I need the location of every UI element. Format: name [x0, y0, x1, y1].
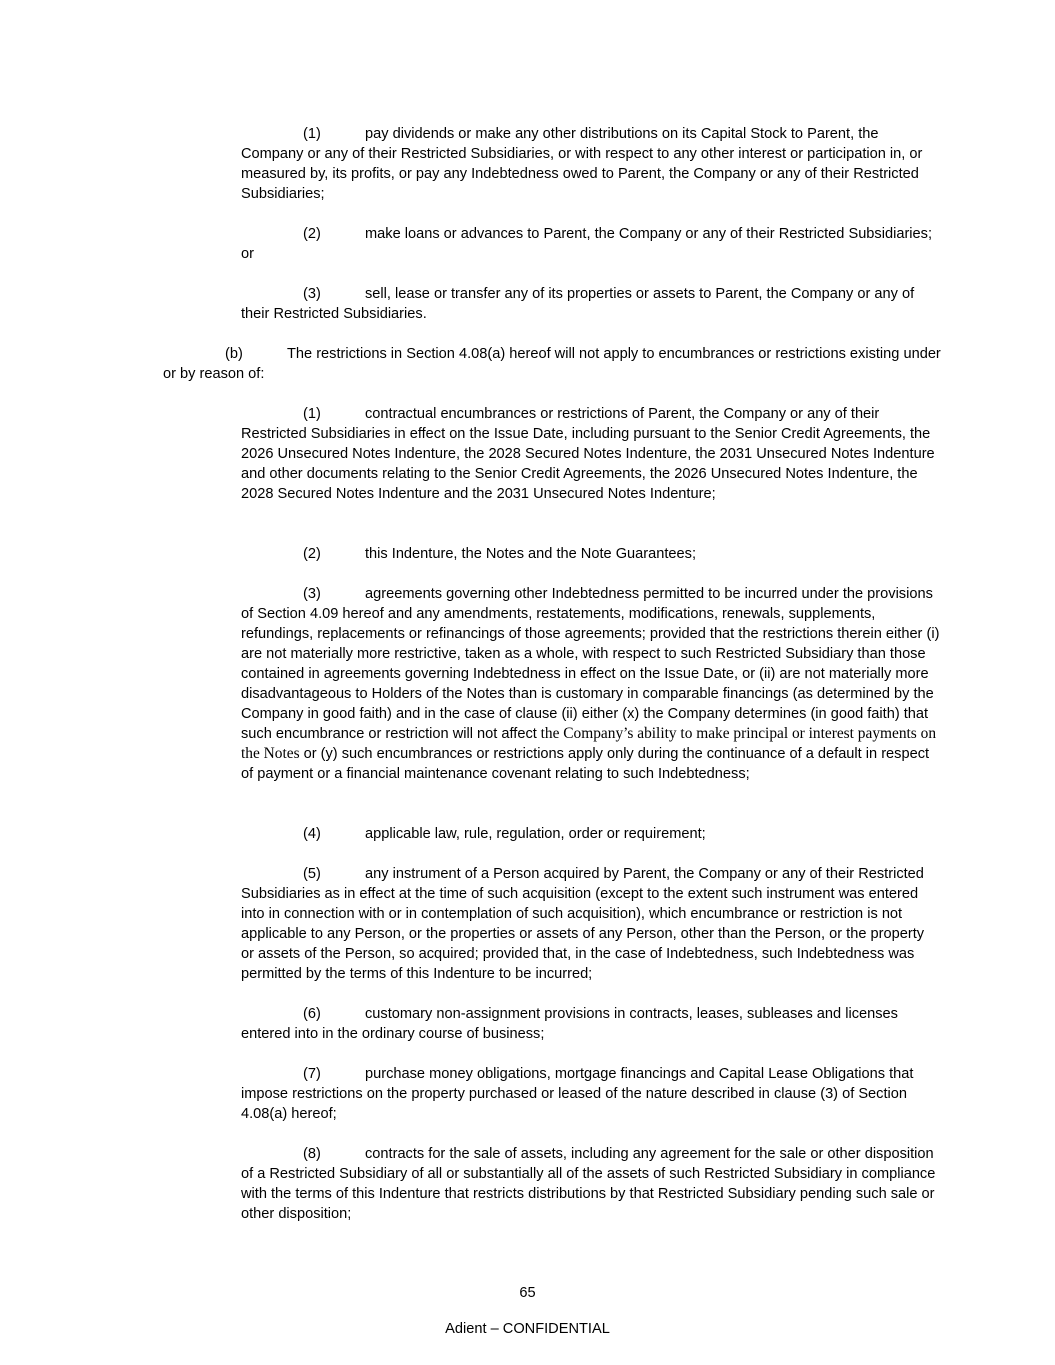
clause-b1: [241, 404, 941, 504]
clause-text: applicable law, rule, regulation, order or requirement;: [365, 826, 706, 842]
clause-number: (2): [303, 546, 321, 562]
clause-b8: [241, 1144, 941, 1224]
clause-number: (3): [303, 586, 321, 602]
clause-a2: [241, 224, 941, 264]
clause-b7: [241, 1064, 941, 1124]
section-b: [163, 344, 943, 384]
clause-text: customary non-assignment provisions in contracts, leases, subleases and licenses entered into in the ordinary course of business;: [241, 1006, 902, 1042]
clause-number: (7): [303, 1066, 321, 1082]
clause-number: (1): [303, 406, 321, 422]
clause-b6: [241, 1004, 941, 1044]
clause-a1: [241, 124, 941, 204]
clause-text: this Indenture, the Notes and the Note Guarantees;: [365, 546, 697, 562]
clause-text: contracts for the sale of assets, including any agreement for the sale or other disposition of a Restricted Subsidiary of all or substantially all of the assets of such Restricted Subsidiary in compliance with the terms of this Indenture that restricts distributions by that Restricted Subsidiary pending such sale or other disposition;: [241, 1146, 940, 1222]
clause-text: any instrument of a Person acquired by Parent, the Company or any of their Restricted Subsidiaries as in effect at the time of such acquisition (except to the extent such instrument was entered into in connection with or in contemplation of such acquisition), which encumbrance or restriction is not applicable to any Person, or the properties or assets of any Person, other than the Person, or the property or assets of the Person, so acquired; provided that, in the case of Indebtedness, such Indebtedness was permitted by the terms of this Indenture to be incurred;: [241, 866, 929, 982]
clause-text: make loans or advances to Parent, the Company or any of their Restricted Subsidiaries; or: [241, 226, 937, 262]
page-number: 65: [519, 1285, 536, 1301]
clause-text-part2: the Company’s ability to make principal or interest payments on the Notes: [241, 725, 940, 762]
clause-text-part1: agreements governing other Indebtedness permitted to be incurred under the provisions of Section 4.09 hereof and any amendments, restatements, modifications, renewals, supplements, refundings, replacements or refinancings of those agreements; provided that the restrictions therein either (i) are not materially more restrictive, taken as a whole, with respect to such Restricted Subsidiary than those contained in agreements governing Indebtedness in effect on the Issue Date, or (ii) are not materially more disadvantageous to Holders of the Notes than is customary in comparable financings (as determined by the Company in good faith) and in the case of clause (ii) either (x) the Company determines (in good faith) that such encumbrance or restriction will not affect: [241, 586, 944, 742]
clause-number: (1): [303, 126, 321, 142]
clause-number: (6): [303, 1006, 321, 1022]
clause-text: sell, lease or transfer any of its properties or assets to Parent, the Company or any of their Restricted Subsidiaries.: [241, 286, 919, 322]
clause-b2: [241, 544, 941, 564]
clause-text-part3: or (y) such encumbrances or restrictions apply only during the continuance of a default in respect of payment or a financial maintenance covenant relating to such Indebtedness;: [241, 746, 934, 782]
clause-text: pay dividends or make any other distributions on its Capital Stock to Parent, the Company or any of their Restricted Subsidiaries, or with respect to any other interest or participation in, or measured by, its profits, or pay any Indebtedness owed to Parent, the Company or any of their Restricted Subsidiaries;: [241, 126, 927, 202]
clause-number: (4): [303, 826, 321, 842]
clause-text: contractual encumbrances or restrictions of Parent, the Company or any of their Restricted Subsidiaries in effect on the Issue Date, including pursuant to the Senior Credit Agreements, the 2026 Unsecured Notes Indenture, the 2028 Secured Notes Indenture, the 2031 Unsecured Notes Indenture and other documents relating to the Senior Credit Agreements, the 2026 Unsecured Notes Indenture, the 2028 Secured Notes Indenture and the 2031 Unsecured Notes Indenture;: [241, 406, 939, 502]
footer-confidential: Adient – CONFIDENTIAL: [445, 1321, 610, 1337]
section-b-text: The restrictions in Section 4.08(a) hereof will not apply to encumbrances or restrictions existing under or by reason of:: [163, 346, 945, 382]
clause-b4: [241, 824, 941, 844]
clause-a3: [241, 284, 941, 324]
section-b-label: (b): [225, 346, 243, 362]
clause-b3: [241, 584, 944, 784]
clause-text: purchase money obligations, mortgage financings and Capital Lease Obligations that impose restrictions on the property purchased or leased of the nature described in clause (3) of Section 4.08(a) hereof;: [241, 1066, 918, 1122]
clause-number: (5): [303, 866, 321, 882]
clause-number: (2): [303, 226, 321, 242]
clause-number: (3): [303, 286, 321, 302]
clause-number: (8): [303, 1146, 321, 1162]
clause-b5: [241, 864, 941, 984]
